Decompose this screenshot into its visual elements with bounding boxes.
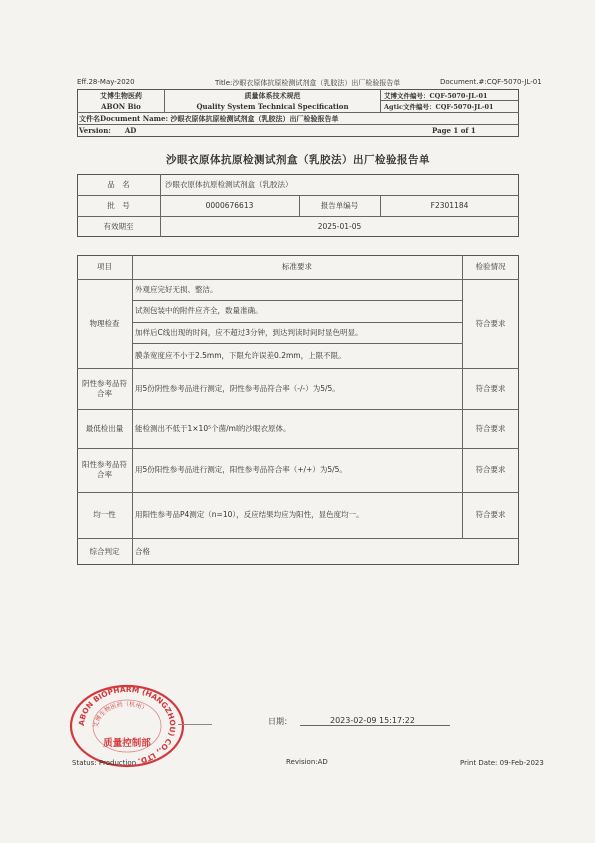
stamp-ring-text: ABON BIOPHARM (HANGZHOU) CO., LTD. [76,684,178,766]
product-value: 沙眼衣原体抗原检测试剂盒（乳胶法） [165,179,293,189]
positive-ref-requirement: 用5份阳性参考品进行测定，阳性参考品符合率（+/+）为5/5。 [135,465,347,474]
conclusion-label: 综合判定 [89,546,120,556]
expiry-value: 2025-01-05 [317,221,362,231]
physical-item: 物理检查 [89,318,120,328]
report-number-value: F2301184 [430,200,469,210]
document-name: 文件名Document Name: 沙眼衣原体抗原检测试剂盒（乳胶法）出厂检验报告单 [79,113,339,123]
date-label: 日期： [268,717,292,726]
min-detection-result: 符合要求 [475,423,506,433]
document-number: Document.#:CQF-5070-JL-01 [440,78,542,86]
uniformity-result: 符合要求 [475,510,506,519]
lot-label: 批 号 [107,200,130,210]
uniformity-item: 均一性 [93,510,116,519]
version-value: AD [124,126,137,135]
physical-result: 符合要求 [475,318,506,328]
stamp-inner-text: 艾博生物医药（杭州） [92,700,149,729]
spec-cn: 质量体系技术规范 [244,90,301,100]
header-item: 项目 [97,262,112,271]
negative-ref-result: 符合要求 [475,383,506,393]
date-value: 2023-02-09 15:17:22 [330,716,415,725]
positive-ref-result: 符合要求 [475,465,506,474]
expiry-label: 有效期至 [103,221,134,231]
footer-revision: Revision:AD [286,758,328,766]
uniformity-requirement: 用阳性参考品P4测定（n=10），反应结果均应为阳性，显色度均一。 [135,510,364,519]
product-label: 品 名 [107,179,130,189]
stamp-center-text: 质量控制部 [103,738,151,749]
agtic-file-number: Agtic文件编号：CQF-5070-JL-01 [384,103,494,111]
footer-print-date: Print Date: 09-Feb-2023 [460,759,544,767]
negative-ref-requirement: 用5份阴性参考品进行测定，阴性参考品符合率（-/-）为5/5。 [135,383,340,393]
company-cn: 艾博生物医药 [100,90,142,100]
positive-ref-item: 阳性参考品符合率 [82,460,127,479]
header-title: Title:沙眼衣原体抗原检测试剂盒（乳胶法）出厂检验报告单 [215,79,401,87]
header-requirement: 标准要求 [282,262,312,271]
version-label: Version: [79,126,111,135]
page-number: Page 1 of 1 [432,126,476,135]
lot-value: 0000676613 [205,200,254,210]
physical-req-4: 膜条宽度应不小于2.5mm，下限允许误差0.2mm，上限不限。 [135,350,346,360]
physical-req-2: 试剂包装中的附件应齐全，数量准确。 [135,306,263,315]
abon-file-number: 艾博文件编号：CQF-5070-JL-01 [384,91,488,100]
quality-control-stamp [68,684,186,768]
spec-en: Quality System Technical Specification [196,102,349,111]
conclusion-value: 合格 [135,546,150,556]
footer-status: Status: Production [72,759,137,767]
min-detection-item: 最低检出量 [85,423,124,433]
physical-req-3: 加样后C线出现的时间，应不超过3分钟，到达判读时间时显色明显。 [135,327,363,337]
negative-ref-item: 阴性参考品符合率 [82,378,127,398]
report-title: 沙眼衣原体抗原检测试剂盒（乳胶法）出厂检验报告单 [166,153,430,166]
company-en: ABON Bio [101,102,141,111]
header-result: 检验情况 [475,262,506,271]
physical-req-1: 外观应完好无损、整洁。 [135,284,218,294]
effective-date: Eff.28-May-2020 [77,78,135,86]
report-number-label: 报告单编号 [320,200,359,210]
min-detection-requirement: 能检测出不低于1×10⁵个菌/ml的沙眼衣原体。 [135,423,291,433]
